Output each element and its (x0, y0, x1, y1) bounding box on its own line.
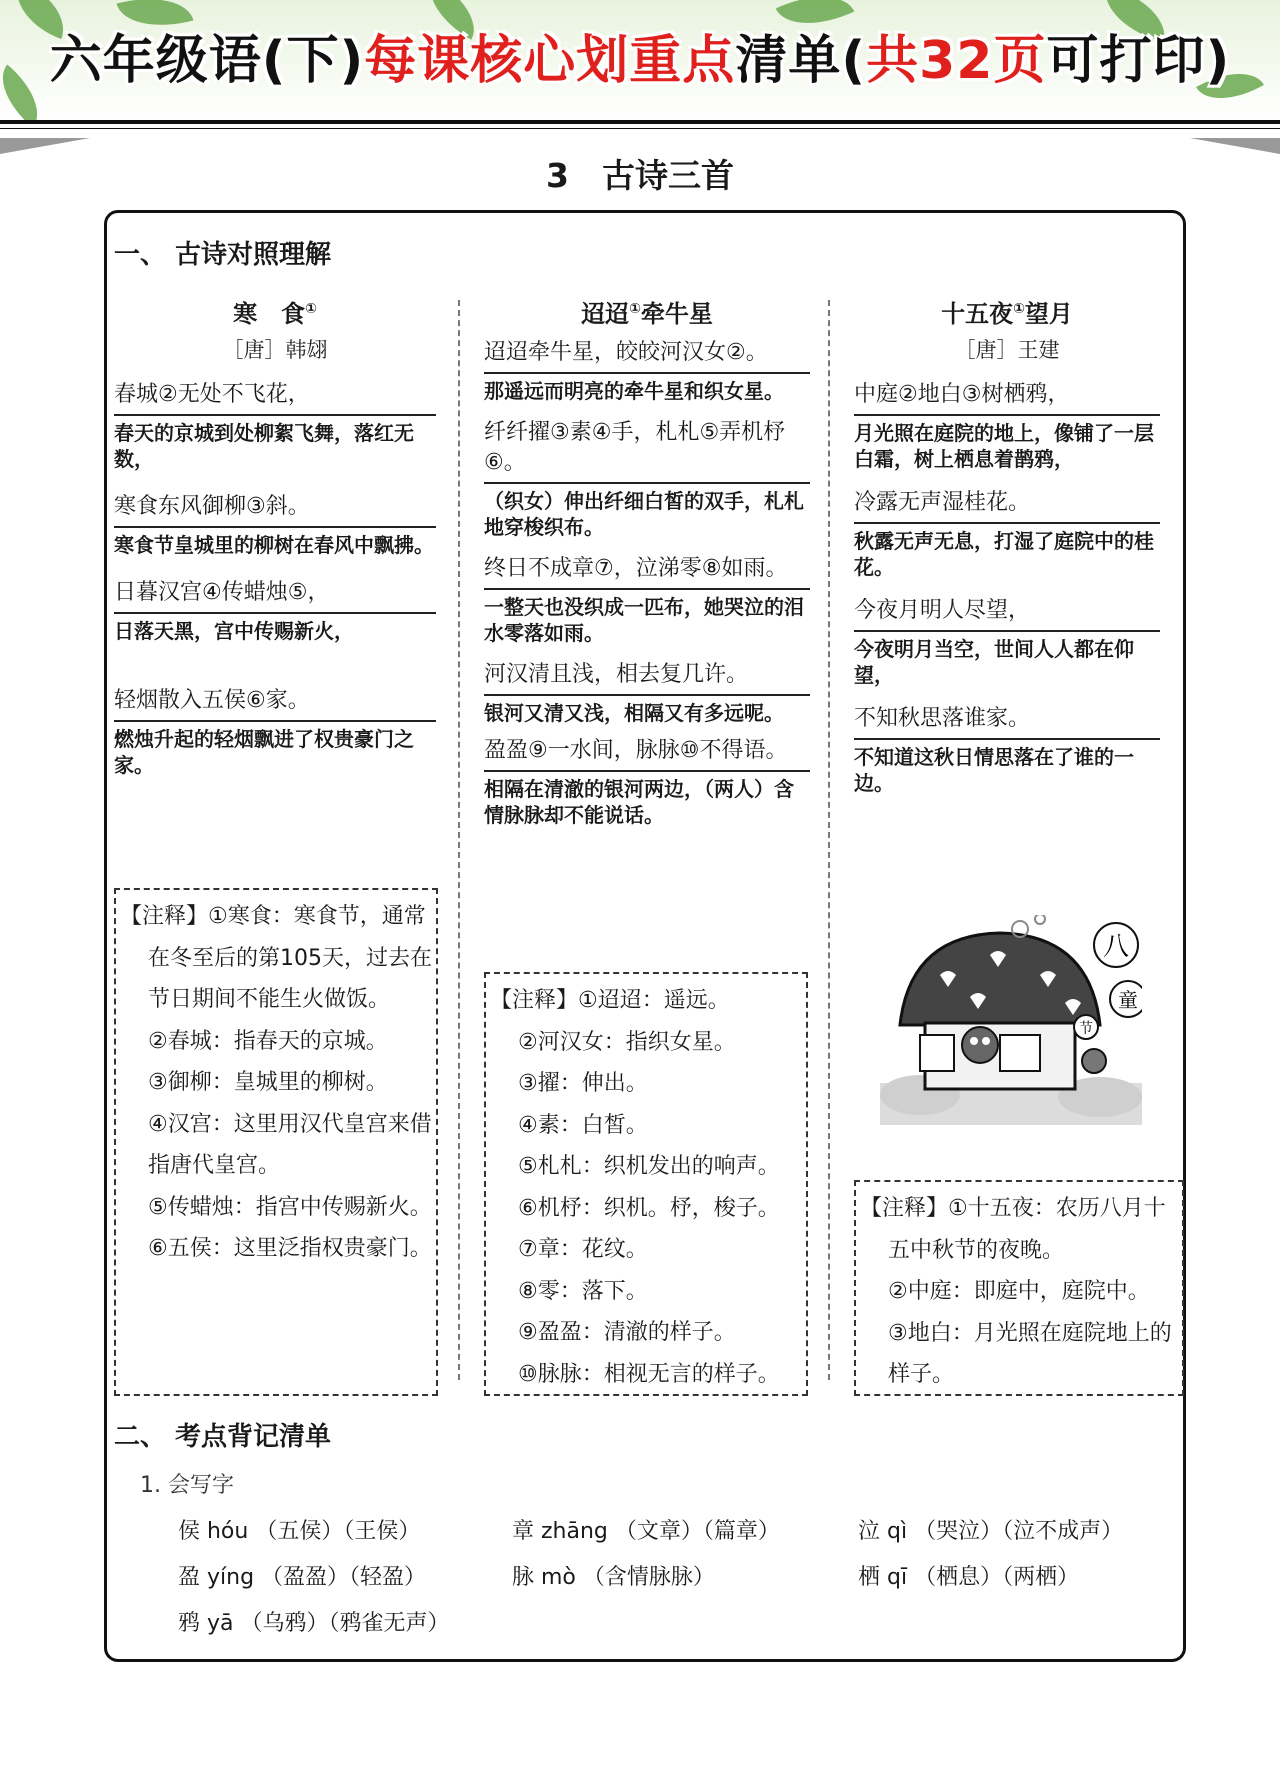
poem-title-text: 望月 (1024, 300, 1073, 328)
character-eye (970, 1037, 978, 1045)
note-entry: ②春城：指春天的京城。 (148, 1028, 388, 1054)
header-banner (0, 0, 1280, 120)
poem-title-text: 十五夜 (941, 300, 1014, 328)
char-entry: 栖 qī （栖息）（两栖） (858, 1565, 1080, 1590)
poem-translation: 今夜明月当空，世间人人都在仰望， (854, 637, 1134, 687)
poem-line: 冷露无声湿桂花。 (854, 488, 1160, 524)
poem-translation: 春天的京城到处柳絮飞舞，落红无数， (114, 421, 414, 471)
poem-translation: 秋露无声无息，打湿了庭院中的桂花。 (854, 529, 1154, 579)
note-entry: ②河汉女：指织女星。 (518, 1029, 736, 1055)
banner-title-part: 六年级语(下) (49, 31, 365, 91)
note-entry: ③御柳：皇城里的柳树。 (148, 1070, 388, 1095)
poem-title-text: 迢迢 (581, 300, 630, 328)
poem-author: ［唐］王建 (954, 338, 1060, 362)
char-entry: 脉 mò （含情脉脉） (512, 1565, 715, 1590)
poem-translation: 不知道这秋日情思落在了谁的一边。 (854, 745, 1134, 795)
mushroom-house-illustration (880, 915, 1142, 1125)
character-head (962, 1027, 998, 1063)
poem-translation: 日落天黑，宫中传赐新火， (114, 619, 354, 643)
header-rule (0, 120, 1280, 124)
poem-title (484, 290, 810, 328)
window (1000, 1035, 1040, 1071)
poem-line: 日暮汉宫④传蜡烛⑤， (114, 578, 436, 614)
banner-title-part: 共32页 (866, 31, 1047, 91)
poem-line: 迢迢牵牛星，皎皎河汉女②。 (484, 338, 810, 374)
banner-title-part: 每课核心划重点 (364, 31, 736, 91)
poem-translation: 寒食节皇城里的柳树在春风中飘拂。 (114, 533, 434, 557)
note-entry: ⑧零：落下。 (518, 1278, 648, 1304)
note-entry: 【注释】①迢迢：遥远。 (490, 988, 730, 1013)
note-entry: 【注释】①十五夜：农历八月十五中秋节的夜晚。 (860, 1196, 1166, 1263)
poem-line: 今夜月明人尽望， (854, 596, 1160, 632)
bubble-char: 八 (1102, 932, 1130, 962)
poem-translation: 一整天也没织成一匹布，她哭泣的泪水零落如雨。 (484, 595, 804, 645)
note-mark: ① (1013, 301, 1025, 317)
char-entry: 侯 hóu （五侯）（王侯） (178, 1519, 421, 1544)
character-eye (982, 1037, 990, 1045)
banner-title-part: 清单( (735, 31, 867, 91)
poem-line: 不知秋思落谁家。 (854, 704, 1160, 740)
poem-line: 纤纤擢③素④手，札札⑤弄机杼⑥。 (484, 418, 810, 484)
banner-title (0, 18, 1280, 93)
bubble-char: 节 (1079, 1021, 1093, 1037)
poem-title (854, 290, 1160, 328)
note-entry: ④汉宫：这里用汉代皇宫来借指唐代皇宫。 (148, 1111, 432, 1178)
poem-translation: 月光照在庭院的地上，像铺了一层白霜，树上栖息着鹊鸦， (854, 421, 1154, 471)
note-mark: ① (629, 301, 641, 317)
poem-line: 寒食东风御柳③斜。 (114, 492, 436, 528)
lesson-title: 3 古诗三首 (546, 156, 734, 195)
notes-box (114, 888, 438, 1396)
poem-title-text: 寒 食 (233, 300, 306, 328)
char-entry: 章 zhāng （文章）（篇章） (512, 1519, 780, 1544)
poem-translation: 相隔在清澈的银河两边，（两人）含情脉脉却不能说话。 (484, 777, 794, 827)
poem-translation: 那遥远而明亮的牵牛星和织女星。 (484, 379, 784, 403)
poem-author: ［唐］韩翃 (222, 338, 328, 362)
poem-line: 中庭②地白③树栖鸦， (854, 380, 1160, 416)
note-entry: ⑨盈盈：清澈的样子。 (518, 1320, 736, 1345)
notes-box (484, 972, 808, 1396)
note-entry: ⑩脉脉：相视无言的样子。 (518, 1361, 780, 1387)
poem-title-text: 牵牛星 (640, 300, 713, 328)
small-character (1082, 1049, 1106, 1073)
section-title: 二、 考点背记清单 (114, 1422, 332, 1452)
note-entry: 【注释】①寒食：寒食节，通常在冬至后的第105天，过去在节日期间不能生火做饭。 (120, 904, 432, 1012)
note-entry: ⑤传蜡烛：指宫中传赐新火。 (148, 1194, 432, 1220)
bubble-char: 童 (1118, 988, 1138, 1012)
poem-title (114, 290, 436, 328)
poem-line: 春城②无处不飞花， (114, 380, 436, 416)
char-entry: 鸦 yā （乌鸦）（鸦雀无声） (178, 1611, 450, 1636)
note-entry: ⑤札札：织机发出的响声。 (518, 1154, 780, 1179)
note-entry: ③擢：伸出。 (518, 1071, 648, 1096)
poem-translation: 银河又清又浅，相隔又有多远呢。 (484, 701, 784, 725)
poem-column (484, 290, 810, 828)
notes-box (854, 1180, 1184, 1396)
column-divider (828, 300, 830, 1380)
window (920, 1035, 954, 1071)
section-title: 一、 古诗对照理解 (114, 240, 332, 270)
column-divider (458, 300, 460, 1380)
note-entry: ⑦章：花纹。 (518, 1237, 648, 1262)
subsection-title: 1. 会写字 (140, 1473, 234, 1498)
header-rule (0, 128, 1280, 129)
poem-column (854, 290, 1160, 796)
poem-line: 河汉清且浅，相去复几许。 (484, 660, 810, 696)
poem-line: 盈盈⑨一水间，脉脉⑩不得语。 (484, 736, 810, 772)
note-entry: ④素：白皙。 (518, 1112, 648, 1138)
note-entry: ②中庭：即庭中，庭院中。 (888, 1279, 1150, 1304)
char-entry: 泣 qì （哭泣）（泣不成声） (858, 1519, 1124, 1544)
note-entry: ③地白：月光照在庭院地上的样子。 (888, 1320, 1172, 1387)
poem-translation: 燃烛升起的轻烟飘进了权贵豪门之家。 (114, 727, 414, 777)
note-mark: ① (305, 301, 317, 317)
poem-translation: （织女）伸出纤细白皙的双手，札札地穿梭织布。 (484, 489, 804, 539)
note-entry: ⑥机杼：织机。杼，梭子。 (518, 1195, 780, 1221)
banner-title-part: 可打印) (1046, 31, 1231, 91)
poem-column (114, 290, 436, 778)
poem-line: 轻烟散入五侯⑥家。 (114, 686, 436, 722)
bubble (1035, 915, 1045, 924)
note-entry: ⑥五侯：这里泛指权贵豪门。 (148, 1236, 432, 1261)
poem-line: 终日不成章⑦，泣涕零⑧如雨。 (484, 554, 810, 590)
char-entry: 盈 yíng （盈盈）（轻盈） (178, 1565, 427, 1590)
mushroom-cap (900, 933, 1100, 1025)
